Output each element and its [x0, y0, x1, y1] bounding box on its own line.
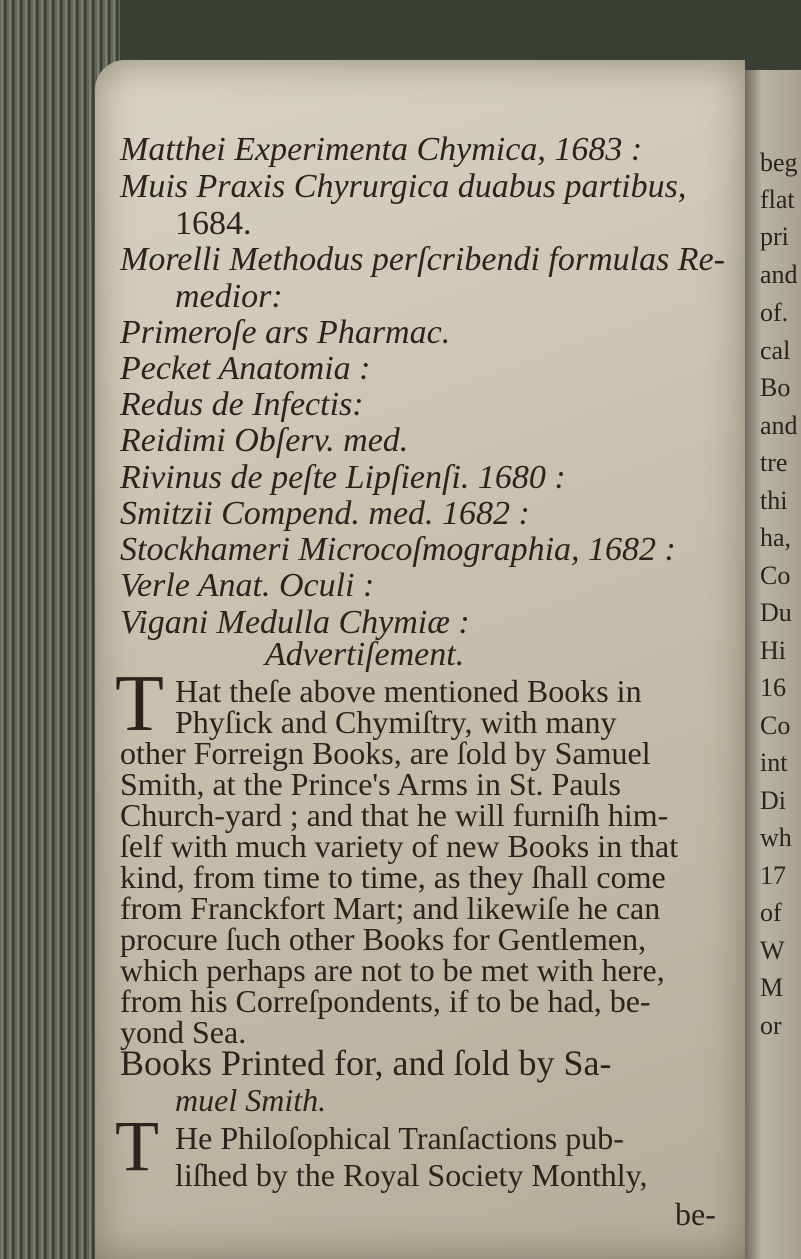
advertisement-line: which perhaps are not to be met with here,: [120, 952, 665, 988]
catalogue-entry: Rivinus de peſte Lipſienſi. 1680 :: [120, 459, 566, 496]
facing-page-fragment: Bo: [760, 373, 791, 402]
catalogue-entry: Verle Anat. Oculi :: [120, 567, 375, 604]
facing-page-fragment: Hi: [760, 636, 786, 665]
facing-page-fragment: or: [760, 1011, 782, 1040]
advertisement-line: from Franckfort Mart; and likewiſe he can: [120, 890, 661, 926]
catalogue-entry: Redus de Infectis:: [120, 386, 364, 423]
catalogue-entry: Morelli Methodus perſcribendi formulas Re-: [120, 241, 725, 278]
transactions-line: be-: [675, 1196, 716, 1232]
facing-page-fragment: thi: [760, 486, 788, 515]
facing-page-fragment: W: [760, 936, 785, 965]
facing-page-fragment: 16: [760, 673, 786, 702]
catalogue-entry: Muis Praxis Chyrurgica duabus partibus,: [120, 168, 687, 205]
transactions-line: liſhed by the Royal Society Monthly,: [175, 1157, 648, 1193]
catalogue-entry: Primeroſe ars Pharmac.: [120, 314, 451, 351]
facing-page-fragment: Co: [760, 711, 791, 740]
transactions-line: He Philoſophical Tranſactions pub-: [175, 1120, 624, 1156]
facing-page-fragment: tre: [760, 448, 788, 477]
advertisement-line: yond Sea.: [120, 1014, 247, 1050]
facing-page-fragment: M: [760, 973, 784, 1002]
catalogue-entry: Smitzii Compend. med. 1682 :: [120, 495, 530, 532]
advertisement-line: other Forreign Books, are ſold by Samuel: [120, 735, 651, 771]
facing-page-fragment: Di: [760, 786, 786, 815]
catalogue-entry: Matthei Experimenta Chymica, 1683 :: [120, 131, 643, 168]
facing-page-fragment: flat: [760, 185, 795, 214]
book-page: [95, 60, 745, 1259]
advertisement-heading: Advertiſement.: [265, 636, 465, 673]
catalogue-entry: medior:: [175, 278, 283, 315]
advertisement-line: Hat theſe above mentioned Books in: [175, 673, 642, 709]
facing-page-fragment: cal: [760, 336, 791, 365]
advertisement-line: ſelf with much variety of new Books in that: [120, 828, 679, 864]
facing-page-fragment: of: [760, 898, 782, 927]
advertisement-line: kind, from time to time, as they ſhall come: [120, 859, 666, 895]
catalogue-entry: Vigani Medulla Chymiæ :: [120, 604, 470, 641]
advertisement-line: Phyſick and Chymiſtry, with many: [175, 704, 617, 740]
facing-page-fragment: Du: [760, 598, 792, 627]
facing-page-fragment: wh: [760, 823, 792, 852]
dropcap-letter: T: [115, 1106, 159, 1186]
books-printed-heading: Books Printed for, and ſold by Sa-: [120, 1043, 612, 1083]
advertisement-line: Smith, at the Prince's Arms in St. Pauls: [120, 766, 621, 802]
facing-page-fragment: 17: [760, 861, 786, 890]
catalogue-entry: Pecket Anatomia :: [120, 350, 371, 387]
facing-page-fragment: ha,: [760, 523, 792, 552]
dropcap-letter: T: [115, 660, 164, 748]
facing-page-fragment: int: [760, 748, 788, 777]
facing-page-fragment: and: [760, 260, 798, 289]
facing-page-fragment: of.: [760, 298, 789, 327]
facing-page-fragment: pri: [760, 222, 789, 251]
catalogue-entry: Stockhameri Microcoſmographia, 1682 :: [120, 531, 676, 568]
advertisement-line: from his Correſpondents, if to be had, be-: [120, 983, 651, 1019]
advertisement-line: Church-yard ; and that he will furniſh him-: [120, 797, 669, 833]
advertisement-line: procure ſuch other Books for Gentlemen,: [120, 921, 647, 957]
facing-page-fragment: Co: [760, 561, 791, 590]
facing-page-fragment: and: [760, 411, 798, 440]
catalogue-entry: Reidimi Obſerv. med.: [120, 422, 409, 459]
books-printed-heading: muel Smith.: [175, 1082, 327, 1118]
catalogue-entry: 1684.: [175, 205, 252, 242]
facing-page-fragment: beg: [760, 148, 798, 177]
